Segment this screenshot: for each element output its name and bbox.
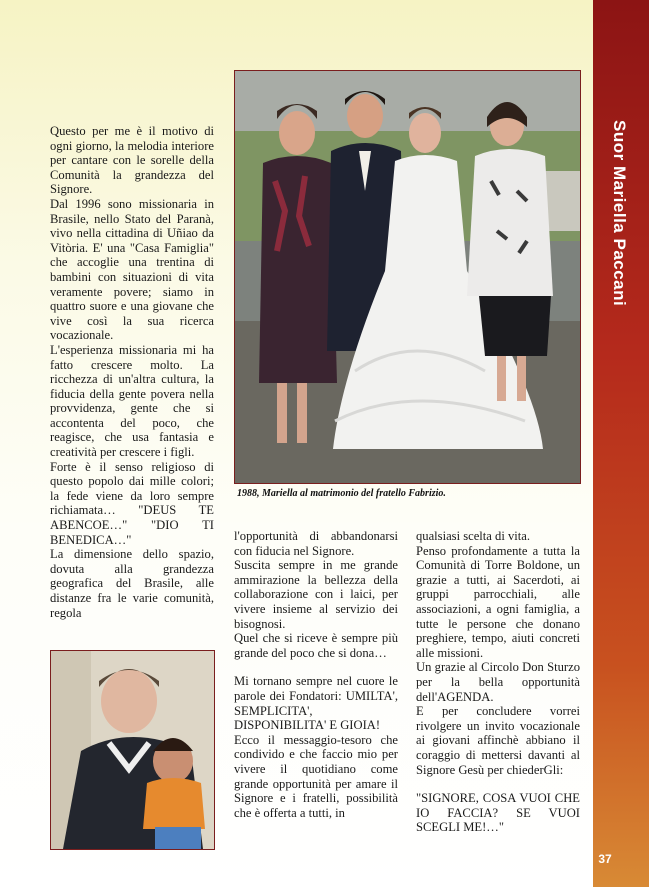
nun-with-child-photo xyxy=(50,650,215,850)
paragraph: Quel che si riceve è sempre più grande del poco che si dona… xyxy=(234,631,398,660)
paragraph: Un grazie al Circolo Don Sturzo per la bella opportunità dell'AGENDA. xyxy=(416,660,580,704)
text-column-3 xyxy=(416,529,580,835)
paragraph: qualsiasi scelta di vita. xyxy=(416,529,531,543)
photo-caption: 1988, Mariella al matrimonio del fratello Fabrizio. xyxy=(237,488,446,499)
paragraph: E per concludere vorrei rivolgere un invito vocazionale ai giovani affinchè abbiano il coraggio di mettersi davanti al Signore Gesù per chiederGli: xyxy=(416,704,580,777)
page-number: 37 xyxy=(598,852,612,866)
side-title: Suor Mariella Paccani xyxy=(610,120,629,307)
paragraph: Forte è il senso religioso di questo popolo dai mille colori; la fede viene da loro sempre richiamata… "DEUS TE ABENCOE…" "DIO TI BENEDICA…" xyxy=(50,459,214,547)
paragraph: Ecco il messaggio-tesoro che condivido e che faccio mio per vivere il quotidiano come grande opportunità per amare il Signore e i fratelli, possibilità che è offerta a tutti, in xyxy=(234,732,398,820)
paragraph: L'esperienza missionaria mi ha fatto crescere molto. La ricchezza di un'altra cultura, la fiducia della gente povera nella provvidenza, gente che si accontenta del poco, che reagisce, che usa fantasia e creatività per crescere i figli. xyxy=(50,342,214,460)
text-column-2 xyxy=(234,529,398,820)
paragraph: Suscita sempre in me grande ammirazione la bellezza della collaborazione con i laici, per vivere insieme al servizio dei bisognosi. xyxy=(234,558,398,631)
text-column-1 xyxy=(50,124,214,620)
paragraph: Questo per me è il motivo di ogni giorno, la melodia interiore per cantare con le sorelle della Comunità la grandezza del Signore. xyxy=(50,124,214,197)
wedding-photo xyxy=(234,70,581,484)
paragraph: La dimensione dello spazio, dovuta alla grandezza geografica del Brasile, alle distanze fra le varie comunità, regola xyxy=(50,547,214,620)
paragraph: Mi tornano sempre nel cuore le parole dei Fondatori: UMILTA', SEMPLICITA', DISPONIBILITA' E GIOIA! xyxy=(234,674,398,733)
paragraph: l'opportunità di abbandonarsi con fiducia nel Signore. xyxy=(234,529,398,558)
paragraph: "SIGNORE, COSA VUOI CHE IO FACCIA? SE VUOI SCEGLI ME!…" xyxy=(416,791,580,835)
wedding-photo-illustration xyxy=(235,71,580,483)
paragraph: Penso profondamente a tutta la Comunità di Torre Boldone, un grazie a tutti, ai Sacerdoti, ai gruppi parrocchiali, alle associazioni, a ogni famiglia, a tutte le persone che donano preghiere, tempo, aiuti concreti alle missioni. xyxy=(416,543,580,660)
nun-photo-illustration xyxy=(51,651,214,849)
paragraph: Dal 1996 sono missionaria in Brasile, nello Stato del Paranà, vivo nella cittadina di Uñiao da Vitòria. E' una "Casa Famiglia" che accoglie una trentina di bambini con situazioni di vita veramente povere; siamo in quattro suore e una giovane che vive così la sua ricerca vocazionale. xyxy=(50,196,214,343)
